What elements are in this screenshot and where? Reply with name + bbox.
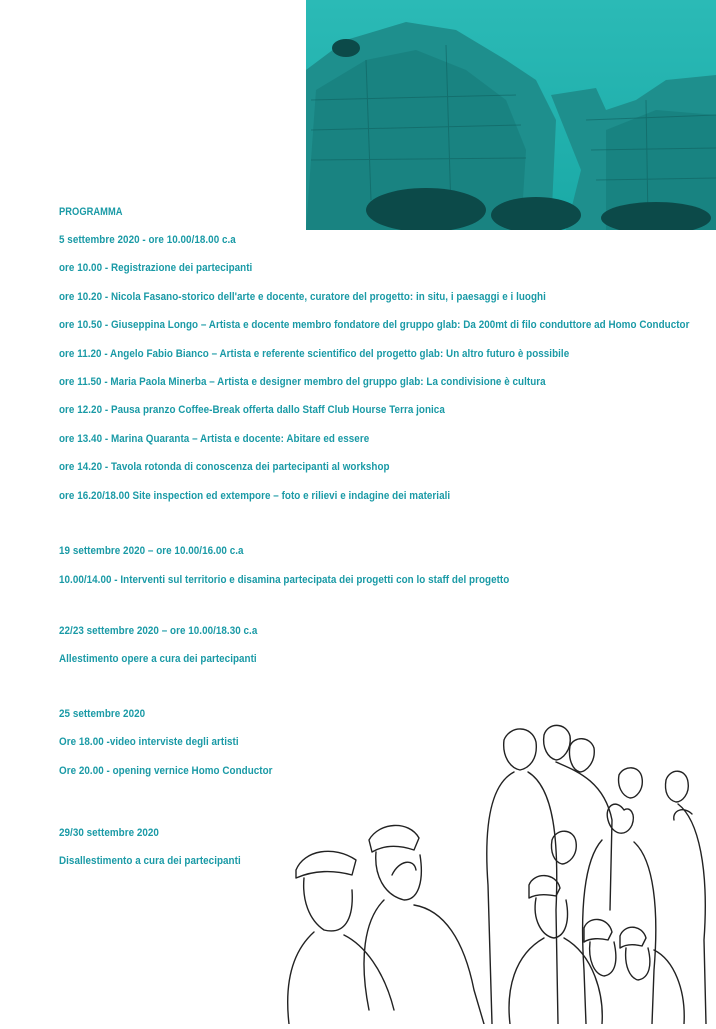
day1-item: ore 11.50 - Maria Paola Minerba – Artista e designer membro del gruppo glab: La condivisione è cultura bbox=[59, 376, 546, 388]
day1-item: ore 10.00 - Registrazione dei partecipanti bbox=[59, 262, 253, 274]
day3-date: 22/23 settembre 2020 – ore 10.00/18.30 c.a bbox=[59, 625, 258, 637]
day2-item: 10.00/14.00 - Interventi sul territorio e disamina partecipata dei progetti con lo staff del progetto bbox=[59, 574, 510, 586]
day1-date: 5 settembre 2020 - ore 10.00/18.00 c.a bbox=[59, 234, 236, 246]
day1-item: ore 12.20 - Pausa pranzo Coffee-Break offerta dallo Staff Club Hourse Terra jonica bbox=[59, 404, 445, 416]
day1-item: ore 13.40 - Marina Quaranta – Artista e docente: Abitare ed essere bbox=[59, 433, 370, 445]
day1-item: ore 10.20 - Nicola Fasano-storico dell'arte e docente, curatore del progetto: in situ, i paesaggi e i luoghi bbox=[59, 291, 546, 303]
day5-date: 29/30 settembre 2020 bbox=[59, 827, 159, 839]
day1-item: ore 10.50 - Giuseppina Longo – Artista e docente membro fondatore del gruppo glab: Da 200mt di filo conduttore ad Homo Conductor bbox=[59, 319, 690, 331]
crowd-line-drawing bbox=[274, 710, 716, 1024]
day1-item: ore 11.20 - Angelo Fabio Bianco – Artista e referente scientifico del progetto glab: Un altro futuro è possibile bbox=[59, 348, 570, 360]
day4-item: Ore 18.00 -video interviste degli artisti bbox=[59, 736, 239, 748]
day1-item: ore 14.20 - Tavola rotonda di conoscenza dei partecipanti al workshop bbox=[59, 461, 390, 473]
day4-item: Ore 20.00 - opening vernice Homo Conductor bbox=[59, 765, 273, 777]
day2-date: 19 settembre 2020 – ore 10.00/16.00 c.a bbox=[59, 545, 244, 557]
day4-date: 25 settembre 2020 bbox=[59, 708, 146, 720]
quarry-photo bbox=[306, 0, 716, 230]
program-title: PROGRAMMA bbox=[59, 206, 123, 218]
day3-item: Allestimento opere a cura dei partecipanti bbox=[59, 653, 257, 665]
day5-item: Disallestimento a cura dei partecipanti bbox=[59, 855, 241, 867]
day1-item: ore 16.20/18.00 Site inspection ed extempore – foto e rilievi e indagine dei materiali bbox=[59, 490, 451, 502]
